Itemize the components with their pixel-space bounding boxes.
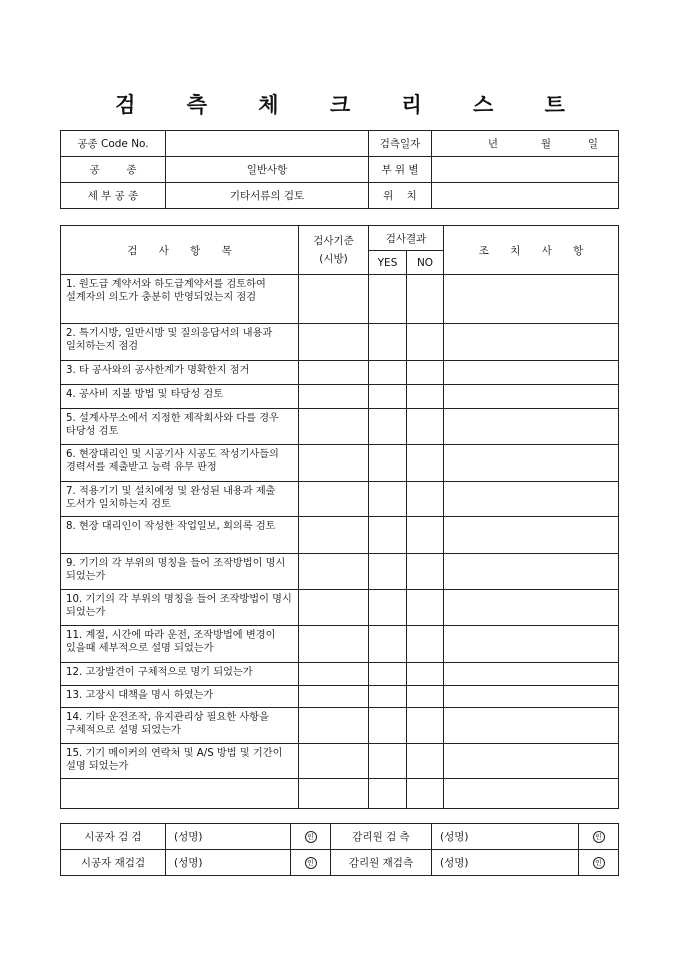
action-header: 조 치 사 항: [444, 226, 619, 275]
table-row: [61, 324, 619, 361]
no-cell[interactable]: [407, 385, 444, 409]
action-cell[interactable]: [444, 361, 619, 385]
yes-cell[interactable]: [369, 744, 407, 779]
contractor-inspect-name-field[interactable]: (성명): [166, 824, 291, 850]
no-cell[interactable]: [407, 445, 444, 482]
seal-icon: 인: [593, 857, 605, 869]
standard-cell[interactable]: [299, 324, 369, 361]
part-label: 부 위 별: [369, 157, 432, 183]
check-item: 5. 설계사무소에서 지정한 제작회사와 다를 경우 타당성 검토: [61, 409, 299, 445]
supervisor-reinspect-label: 감리원 재검측: [331, 850, 432, 876]
action-cell[interactable]: [444, 517, 619, 554]
no-cell[interactable]: [407, 779, 444, 809]
action-cell[interactable]: [444, 686, 619, 708]
check-item: 6. 현장대리인 및 시공기사 시공도 작성기사들의 경력서를 제출받고 능력 유무 판정: [61, 445, 299, 482]
action-cell[interactable]: [444, 409, 619, 445]
contractor-reinspect-label: 시공자 재검검: [61, 850, 166, 876]
contractor-reinspect-stamp[interactable]: [291, 850, 331, 876]
standard-cell[interactable]: [299, 779, 369, 809]
standard-header: [299, 226, 369, 275]
action-cell[interactable]: [444, 554, 619, 590]
location-value-field[interactable]: [432, 183, 619, 209]
empty-row: [61, 779, 619, 809]
info-row-detail-type: [61, 183, 619, 209]
yes-cell[interactable]: [369, 686, 407, 708]
standard-cell[interactable]: [299, 590, 369, 626]
check-item: 14. 기타 운전조작, 유지관리상 필요한 사항을 구체적으로 설명 되었는가: [61, 708, 299, 744]
no-cell[interactable]: [407, 324, 444, 361]
table-row: [61, 482, 619, 517]
no-cell[interactable]: [407, 626, 444, 663]
action-cell[interactable]: [444, 744, 619, 779]
info-row-code: [61, 131, 619, 157]
inspection-date-field[interactable]: [432, 131, 619, 157]
document-title: 검 측 체 크 리 스 트: [115, 92, 587, 117]
no-cell[interactable]: [407, 361, 444, 385]
standard-cell[interactable]: [299, 517, 369, 554]
action-cell[interactable]: [444, 445, 619, 482]
check-item: 4. 공사비 지불 방법 및 타당성 검토: [61, 385, 299, 409]
standard-cell[interactable]: [299, 385, 369, 409]
table-row: [61, 385, 619, 409]
contractor-reinspect-name-field[interactable]: (성명): [166, 850, 291, 876]
action-cell[interactable]: [444, 385, 619, 409]
no-cell[interactable]: [407, 517, 444, 554]
standard-header-line2: (시방): [319, 253, 348, 265]
detail-type-label: 세 부 공 종: [61, 183, 166, 209]
info-row-work-type: [61, 157, 619, 183]
location-label: 위 치: [369, 183, 432, 209]
supervisor-reinspect-stamp[interactable]: [579, 850, 619, 876]
part-value-field[interactable]: [432, 157, 619, 183]
yes-cell[interactable]: [369, 708, 407, 744]
no-cell[interactable]: [407, 744, 444, 779]
table-row: [61, 663, 619, 686]
check-item: 3. 타 공사와의 공사한계가 명확한지 점거: [61, 361, 299, 385]
supervisor-inspect-stamp[interactable]: [579, 824, 619, 850]
no-cell[interactable]: [407, 686, 444, 708]
code-value-field[interactable]: [166, 131, 369, 157]
no-header: NO: [407, 251, 444, 275]
yes-cell[interactable]: [369, 590, 407, 626]
info-table: [60, 130, 619, 209]
standard-cell[interactable]: [299, 686, 369, 708]
standard-cell[interactable]: [299, 409, 369, 445]
yes-cell[interactable]: [369, 517, 407, 554]
standard-cell[interactable]: [299, 663, 369, 686]
work-type-value[interactable]: 일반사항: [166, 157, 369, 183]
action-cell[interactable]: [444, 779, 619, 809]
action-cell[interactable]: [444, 275, 619, 324]
signature-table: [60, 823, 619, 876]
yes-cell[interactable]: [369, 779, 407, 809]
contractor-inspect-stamp[interactable]: [291, 824, 331, 850]
table-row: [61, 361, 619, 385]
action-cell[interactable]: [444, 590, 619, 626]
signature-row-inspect: [61, 824, 619, 850]
year-label: 년: [487, 138, 499, 150]
table-row: [61, 744, 619, 779]
action-cell[interactable]: [444, 324, 619, 361]
action-cell[interactable]: [444, 663, 619, 686]
standard-cell[interactable]: [299, 744, 369, 779]
table-row: [61, 554, 619, 590]
table-row: [61, 517, 619, 554]
yes-cell[interactable]: [369, 445, 407, 482]
yes-cell[interactable]: [369, 626, 407, 663]
no-cell[interactable]: [407, 708, 444, 744]
table-row: [61, 275, 619, 324]
signature-row-reinspect: [61, 850, 619, 876]
no-cell[interactable]: [407, 554, 444, 590]
check-item: 11. 계절, 시간에 따라 운전, 조작방법에 변경이 있을때 세부적으로 설명 되었는가: [61, 626, 299, 663]
standard-cell[interactable]: [299, 482, 369, 517]
standard-cell[interactable]: [299, 445, 369, 482]
action-cell[interactable]: [444, 708, 619, 744]
supervisor-inspect-label: 감리원 검 측: [331, 824, 432, 850]
check-item: 10. 기기의 각 부위의 명칭을 들어 조작방법이 명시 되었는가: [61, 590, 299, 626]
standard-cell[interactable]: [299, 626, 369, 663]
empty-item-cell[interactable]: [61, 779, 299, 809]
yes-header: YES: [369, 251, 407, 275]
standard-cell[interactable]: [299, 361, 369, 385]
supervisor-inspect-name-field[interactable]: (성명): [432, 824, 579, 850]
check-item: 8. 현장 대리인이 작성한 작업일보, 회의록 검토: [61, 517, 299, 554]
check-item: 15. 기기 메이커의 연락처 및 A/S 방법 및 기간이 설명 되었는가: [61, 744, 299, 779]
table-row: [61, 708, 619, 744]
work-type-label: 공 종: [61, 157, 166, 183]
contractor-inspect-label: 시공자 검 검: [61, 824, 166, 850]
standard-header-line1: 검사기준: [313, 235, 354, 247]
no-cell[interactable]: [407, 482, 444, 517]
table-row: [61, 590, 619, 626]
yes-cell[interactable]: [369, 361, 407, 385]
yes-cell[interactable]: [369, 554, 407, 590]
check-item: 13. 고장시 대책을 명시 하였는가: [61, 686, 299, 708]
item-header: 검 사 항 목: [61, 226, 299, 275]
table-row: [61, 686, 619, 708]
header-row: [61, 226, 619, 251]
check-item: 2. 특기시방, 일반시방 및 질의응답서의 내용과 일치하는지 점검: [61, 324, 299, 361]
detail-type-value[interactable]: 기타서류의 검토: [166, 183, 369, 209]
no-cell[interactable]: [407, 275, 444, 324]
result-header: 검사결과: [369, 226, 444, 251]
table-row: [61, 626, 619, 663]
check-item: 12. 고장발견이 구체적으로 명기 되었는가: [61, 663, 299, 686]
yes-cell[interactable]: [369, 324, 407, 361]
check-item: 7. 적용기기 및 설치예정 및 완성된 내용과 제출 도서가 일치하는지 검토: [61, 482, 299, 517]
check-item: 1. 원도급 계약서와 하도급계약서를 검토하여 설계자의 의도가 충분히 반영되었는지 점검: [61, 275, 299, 324]
day-label: 일: [587, 138, 599, 150]
action-cell[interactable]: [444, 482, 619, 517]
yes-cell[interactable]: [369, 663, 407, 686]
table-row: [61, 445, 619, 482]
code-label: 공종 Code No.: [61, 131, 166, 157]
seal-icon: 인: [593, 831, 605, 843]
supervisor-reinspect-name-field[interactable]: (성명): [432, 850, 579, 876]
standard-cell[interactable]: [299, 554, 369, 590]
inspection-date-label: 검측일자: [369, 131, 432, 157]
standard-cell[interactable]: [299, 275, 369, 324]
yes-cell[interactable]: [369, 275, 407, 324]
month-label: 월: [540, 138, 552, 150]
check-item: 9. 기기의 각 부위의 명칭을 들어 조작방법이 명시 되었는가: [61, 554, 299, 590]
no-cell[interactable]: [407, 590, 444, 626]
yes-cell[interactable]: [369, 482, 407, 517]
standard-cell[interactable]: [299, 708, 369, 744]
seal-icon: 인: [305, 831, 317, 843]
yes-cell[interactable]: [369, 409, 407, 445]
seal-icon: 인: [305, 857, 317, 869]
no-cell[interactable]: [407, 663, 444, 686]
table-row: [61, 409, 619, 445]
yes-cell[interactable]: [369, 385, 407, 409]
action-cell[interactable]: [444, 626, 619, 663]
checklist-table: [60, 225, 619, 809]
no-cell[interactable]: [407, 409, 444, 445]
